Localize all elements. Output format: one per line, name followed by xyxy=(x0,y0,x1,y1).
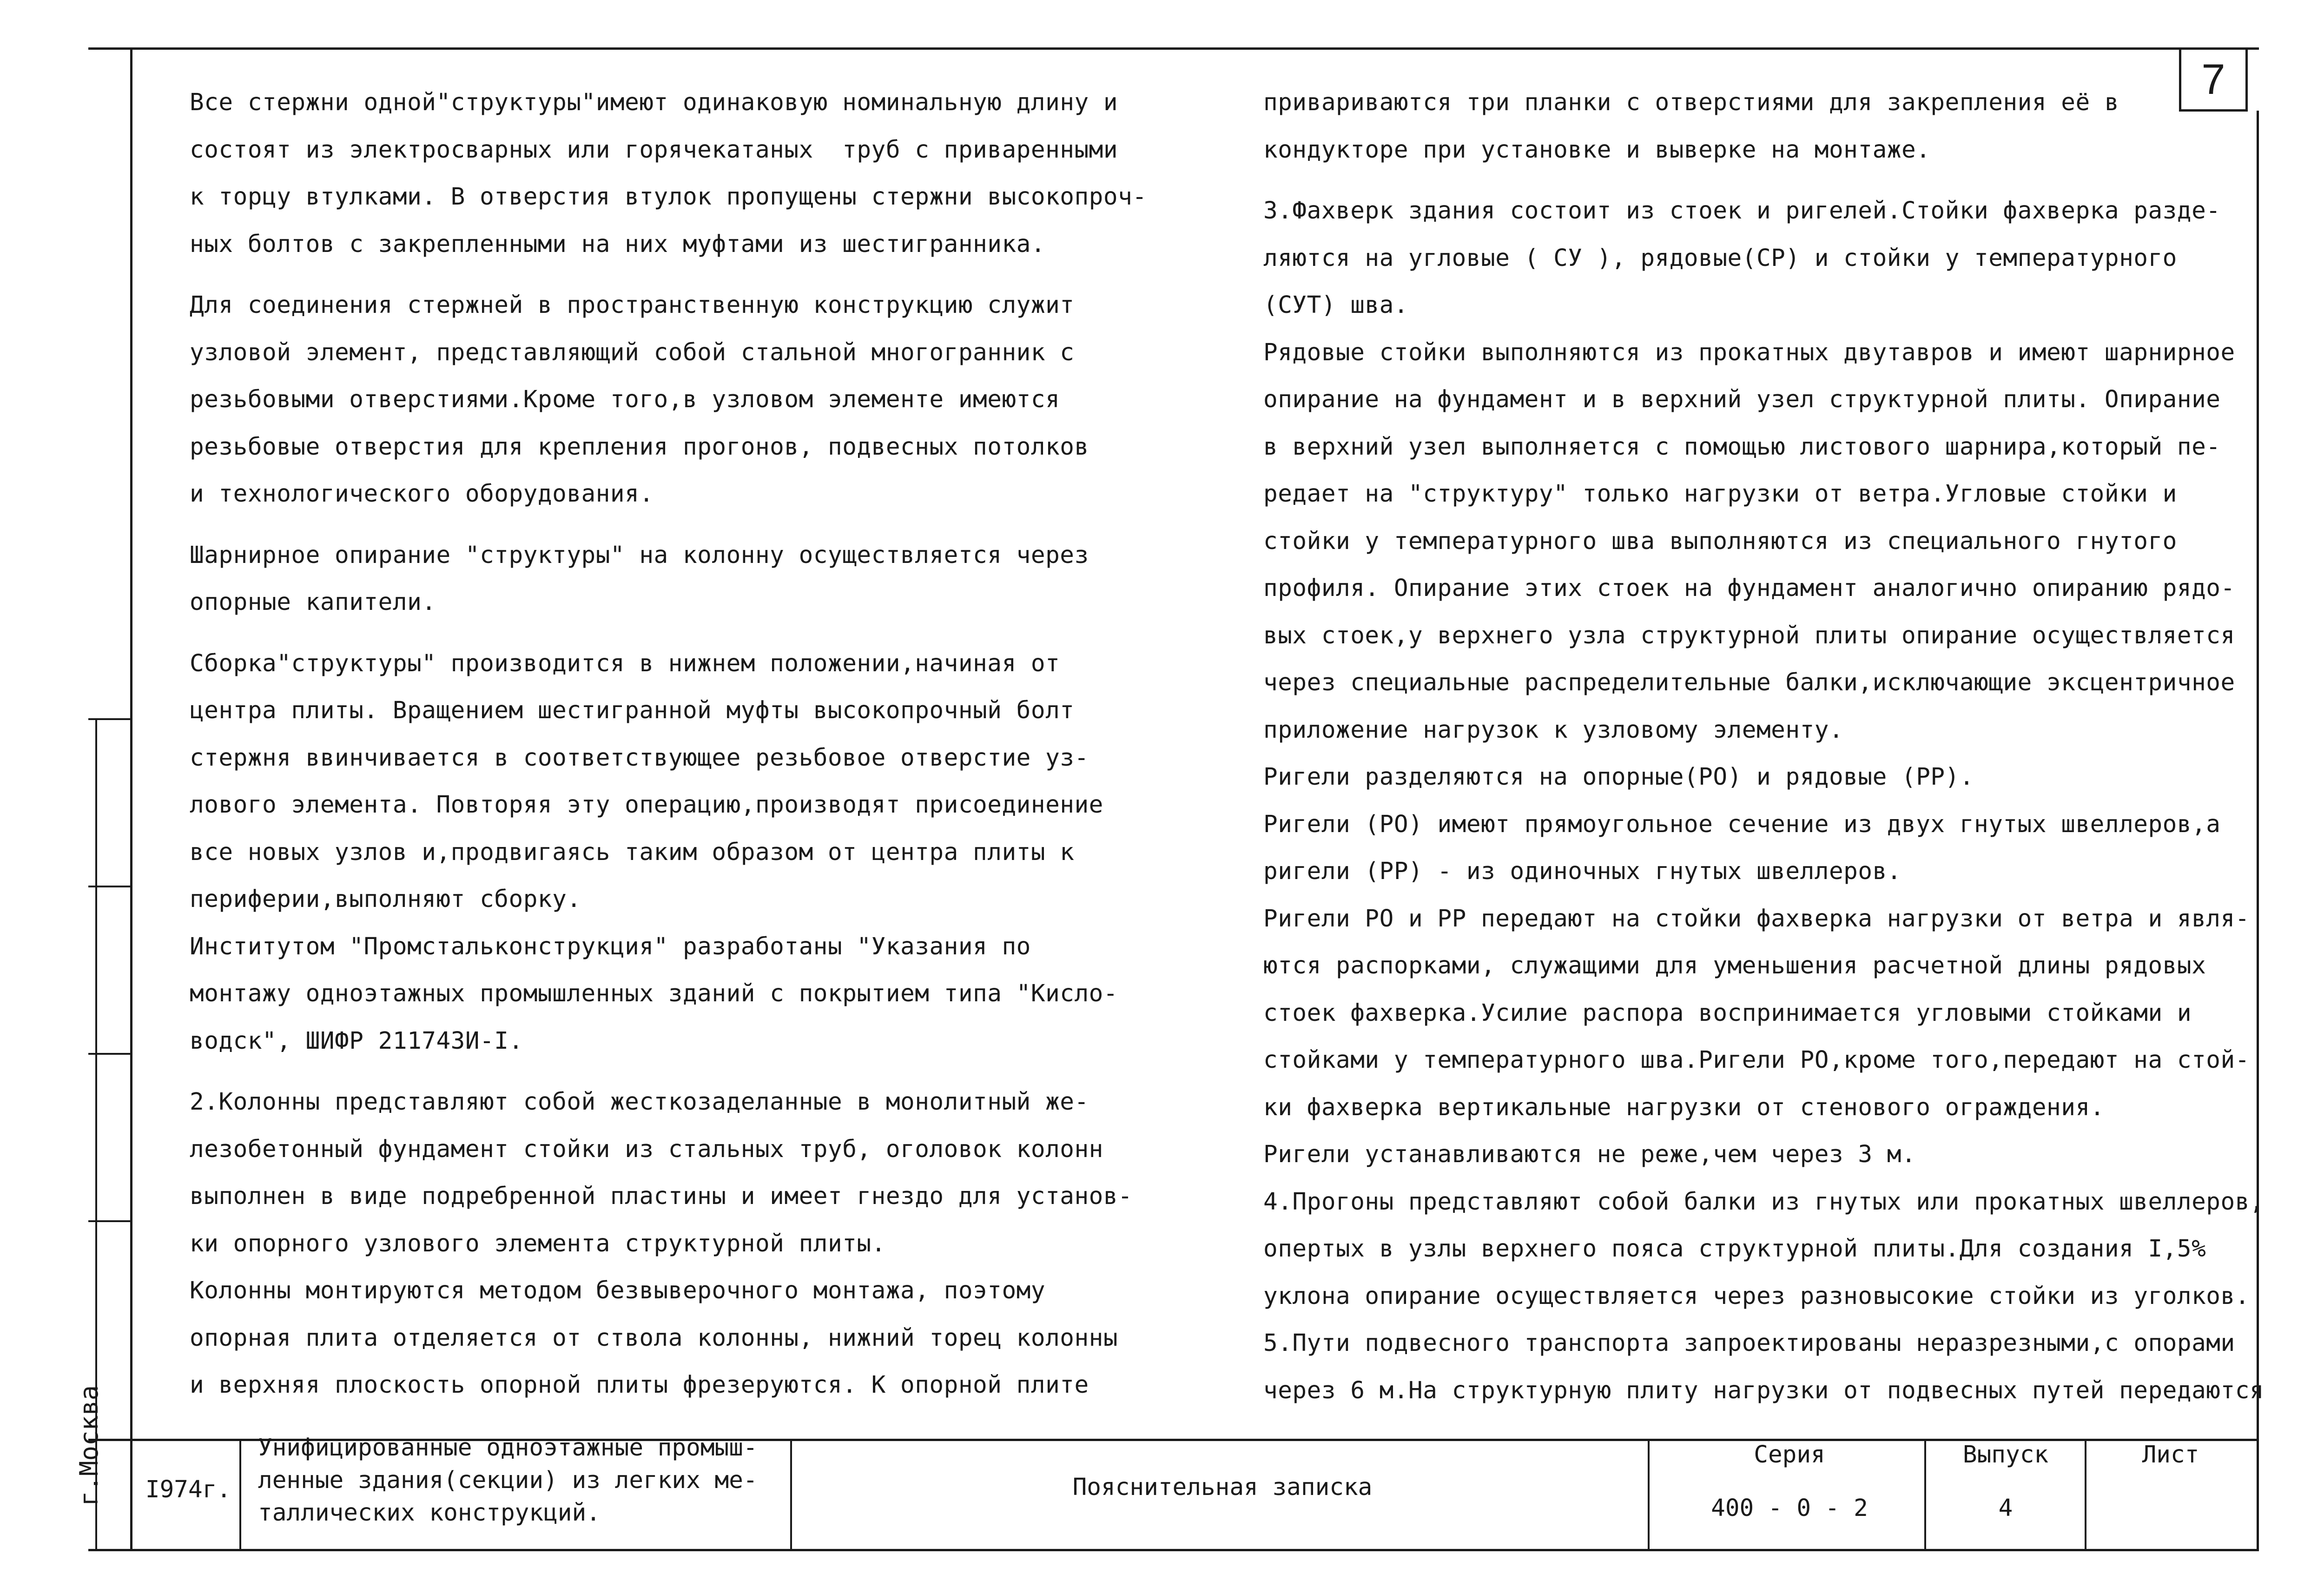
text-line: ются распорками, служащими для уменьшения расчетной длины рядовых xyxy=(1263,952,2206,979)
text-line: Все стержни одной"структуры"имеют одинаковую номинальную длину и xyxy=(190,89,1118,116)
text-line: уклона опирание осуществляется через разновысокие стойки из уголков. xyxy=(1263,1282,2250,1310)
project-title xyxy=(258,1432,797,1529)
frame-bottom-line xyxy=(88,1549,2259,1551)
text-line: 2.Колонны представляют собой жесткозаделанные в монолитный же- xyxy=(190,1088,1089,1116)
text-line: Ригели разделяются на опорные(РО) и рядовые (РР). xyxy=(1263,763,1974,791)
text-line: опирание на фундамент и в верхний узел структурной плиты. Опирание xyxy=(1263,386,2221,413)
text-line: в верхний узел выполняется с помощью листового шарнира,который пе- xyxy=(1263,433,2221,461)
text-line: резьбовые отверстия для крепления прогонов, подвесных потолков xyxy=(190,433,1089,461)
text-line: Ригели (РО) имеют прямоугольное сечение из двух гнутых швеллеров,а xyxy=(1263,810,2221,838)
text-line: к торцу втулками. В отверстия втулок пропущены стержни высокопроч- xyxy=(190,183,1147,211)
frame-left-line xyxy=(130,47,132,1549)
text-line: приложение нагрузок к узловому элементу. xyxy=(1263,716,1844,744)
text-line: редает на "структуру" только нагрузки от ветра.Угловые стойки и xyxy=(1263,480,2177,508)
text-line: лезобетонный фундамент стойки из стальных труб, оголовок колонн xyxy=(190,1135,1103,1163)
right-text-column xyxy=(1263,79,2265,1414)
text-line: ригели (РР) - из одиночных гнутых швеллеров. xyxy=(1263,858,1902,885)
text-line: узловой элемент, представляющий собой стальной многогранник с xyxy=(190,338,1075,366)
text-line: стойки у температурного шва выполняются из специального гнутого xyxy=(1263,527,2177,555)
project-title-line: ленные здания(секции) из легких ме- xyxy=(258,1467,758,1494)
text-line: 3.Фахверк здания состоит из стоек и ригелей.Стойки фахверка разде- xyxy=(1263,197,2221,225)
text-line: ных болтов с закрепленными на них муфтами из шестигранника. xyxy=(190,230,1046,258)
text-line: стоек фахверка.Усилие распора воспринимается угловыми стойками и xyxy=(1263,999,2192,1027)
text-line: профиля. Опирание этих стоек на фундамент аналогично опиранию рядо- xyxy=(1263,575,2235,602)
text-line: (СУТ) шва. xyxy=(1263,291,1409,319)
text-line: лового элемента. Повторяя эту операцию,производят присоединение xyxy=(190,791,1103,819)
series-value: 400 - 0 - 2 xyxy=(1711,1495,1868,1522)
text-line: и технологического оборудования. xyxy=(190,480,654,508)
text-line: Шарнирное опирание "структуры" на колонну осуществляется через xyxy=(190,541,1089,569)
document-name: Пояснительная записка xyxy=(1072,1474,1373,1501)
issue-value: 4 xyxy=(1998,1495,2013,1522)
text-line: опертых в узлы верхнего пояса структурной плиты.Для создания I,5% xyxy=(1263,1235,2206,1263)
text-line: стержня ввинчивается в соответствующее резьбовое отверстие уз- xyxy=(190,744,1089,772)
text-line: и верхняя плоскость опорной плиты фрезеруются. К опорной плите xyxy=(190,1371,1089,1399)
text-line: опорные капители. xyxy=(190,589,436,616)
text-line: ки фахверка вертикальные нагрузки от стенового ограждения. xyxy=(1263,1093,2105,1121)
text-line: стойками у температурного шва.Ригели РО,кроме того,передают на стой- xyxy=(1263,1046,2250,1074)
text-line: Колонны монтируются методом безвыверочного монтажа, поэтому xyxy=(190,1277,1046,1304)
text-line: опорная плита отделяется от ствола колонны, нижний торец колонны xyxy=(190,1324,1118,1352)
issue-label: Выпуск xyxy=(1962,1441,2049,1468)
text-line: Институтом "Промстальконструкция" разработаны "Указания по xyxy=(190,933,1031,960)
text-line: Ригели устанавливаются не реже,чем через 3 м. xyxy=(1263,1141,1916,1168)
text-line: все новых узлов и,продвигаясь таким образом от центра плиты к xyxy=(190,838,1075,866)
text-line: Ригели РО и РР передают на стойки фахверка нагрузки от ветра и явля- xyxy=(1263,905,2250,933)
text-line: водск", ШИФР 211743И-I. xyxy=(190,1027,523,1055)
text-line: вых стоек,у верхнего узла структурной плиты опирание осуществляется xyxy=(1263,622,2235,649)
text-line: через специальные распределительные балки,исключающие эксцентричное xyxy=(1263,669,2235,696)
page-number: 7 xyxy=(2179,47,2248,112)
frame-top-line xyxy=(88,47,2259,50)
text-line: выполнен в виде подребренной пластины и имеет гнездо для установ- xyxy=(190,1183,1133,1210)
text-line: Сборка"структуры" производится в нижнем положении,начиная от xyxy=(190,649,1060,677)
text-line: через 6 м.На структурную плиту нагрузки от подвесных путей передаются xyxy=(1263,1376,2265,1404)
year-label: I974г. xyxy=(145,1476,231,1503)
text-line: монтажу одноэтажных промышленных зданий с покрытием типа "Кисло- xyxy=(190,980,1118,1007)
project-title-line: Унифицированные одноэтажные промыш- xyxy=(258,1434,758,1462)
series-label: Серия xyxy=(1754,1441,1825,1468)
text-line: 4.Прогоны представляют собой балки из гнутых или прокатных швеллеров, xyxy=(1263,1188,2265,1216)
text-line: кондукторе при установке и выверке на монтаже. xyxy=(1263,136,1931,164)
city-label: г.Москва xyxy=(74,1385,104,1506)
title-block-divider xyxy=(239,1439,241,1550)
text-line: привариваются три планки с отверстиями для закрепления её в xyxy=(1263,89,2119,116)
text-line: центра плиты. Вращением шестигранной муфты высокопрочный болт xyxy=(190,697,1075,724)
text-line: ляются на угловые ( СУ ), рядовые(СР) и стойки у температурного xyxy=(1263,244,2177,272)
project-title-line: таллических конструкций. xyxy=(258,1499,601,1527)
text-line: Рядовые стойки выполняются из прокатных двутавров и имеют шарнирное xyxy=(1263,338,2235,366)
text-line: ки опорного узлового элемента структурной плиты. xyxy=(190,1230,886,1257)
sheet-label: Лист xyxy=(2142,1441,2199,1468)
text-line: резьбовыми отверстиями.Кроме того,в узловом элементе имеются xyxy=(190,386,1060,413)
left-text-column xyxy=(190,79,1147,1409)
text-line: периферии,выполняют сборку. xyxy=(190,886,581,913)
text-line: Для соединения стержней в пространственную конструкцию служит xyxy=(190,291,1075,319)
text-line: состоят из электросварных или горячекатаных труб с приваренными xyxy=(190,136,1118,164)
text-line: 5.Пути подвесного транспорта запроектированы неразрезными,с опорами xyxy=(1263,1329,2235,1357)
